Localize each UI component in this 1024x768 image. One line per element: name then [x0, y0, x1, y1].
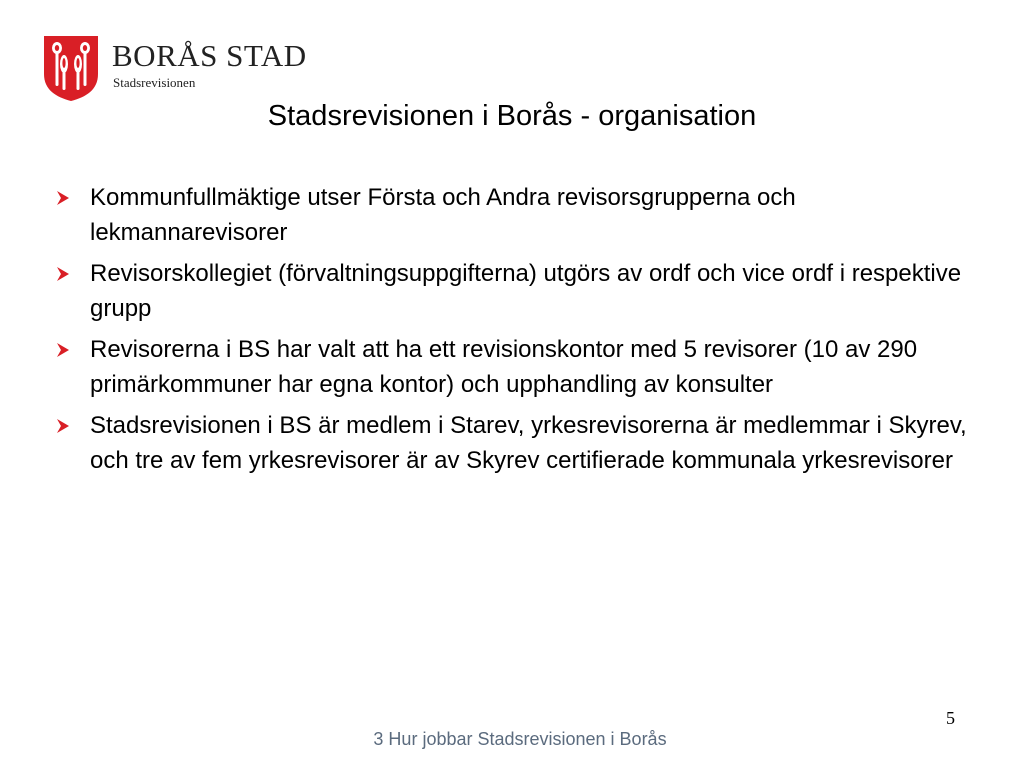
page-number: 5 [946, 708, 955, 728]
bullet-text: Revisorskollegiet (förvaltningsuppgifterna) utgörs av ordf och vice ordf i respektive grupp [90, 260, 962, 322]
arrowhead-bullet-icon [56, 342, 70, 358]
arrowhead-bullet-icon [56, 266, 70, 282]
bullet-text: Revisorerna i BS har valt att ha ett revisionskontor med 5 revisorer (10 av 290 primärkommuner har egna kontor) och upphandling av konsulter [90, 336, 918, 398]
bullet-item [52, 256, 982, 326]
arrowhead-bullet-icon [56, 190, 70, 206]
arrowhead-bullet-icon [56, 418, 70, 434]
bullet-list [52, 180, 982, 484]
logo-subtitle: Stadsrevisionen [113, 75, 196, 90]
bullet-text: Stadsrevisionen i BS är medlem i Starev, yrkesrevisorerna är medlemmar i Skyrev, och tre av fem yrkesrevisorer är av Skyrev certifierade kommunala yrkesrevisorer [90, 412, 967, 474]
footer-text: 3 Hur jobbar Stadsrevisionen i Borås [373, 729, 667, 749]
bullet-item [52, 332, 982, 402]
boras-coat-of-arms-icon [42, 34, 100, 102]
bullet-item [52, 408, 982, 478]
bullet-text: Kommunfullmäktige utser Första och Andra revisorsgrupperna och lekmannarevisorer [90, 184, 796, 246]
slide-title: Stadsrevisionen i Borås - organisation [267, 100, 757, 132]
logo-name: BORÅS STAD [112, 38, 307, 73]
boras-stad-logo [42, 34, 322, 104]
bullet-item [52, 180, 982, 250]
